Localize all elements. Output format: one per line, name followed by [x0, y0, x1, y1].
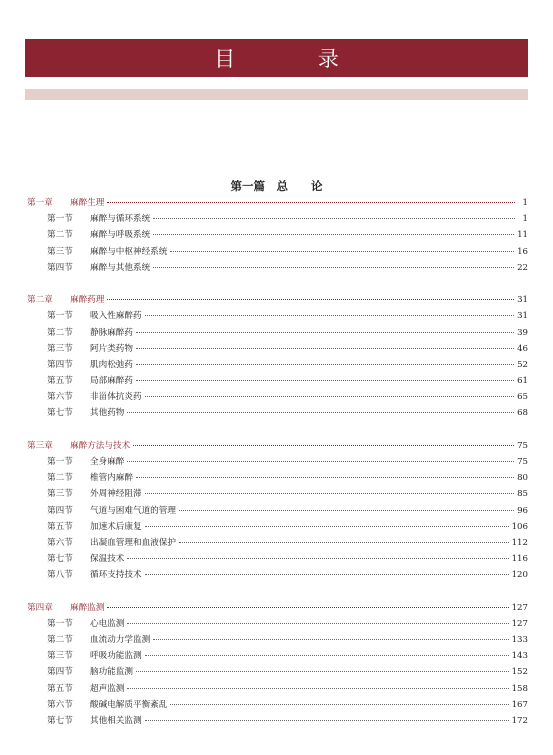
- section-number: 第一节: [47, 311, 73, 322]
- section-number: 第二节: [47, 635, 73, 646]
- toc-section-row[interactable]: [27, 616, 528, 632]
- toc-section-row[interactable]: [27, 697, 528, 713]
- section-title: 非甾体抗炎药: [90, 392, 142, 403]
- section-number: 第八节: [47, 570, 73, 581]
- section-title: 心电监测: [90, 618, 125, 629]
- page-number: 61: [517, 376, 528, 387]
- section-number: 第二节: [47, 327, 73, 338]
- section-title: 其他药物: [90, 408, 125, 419]
- toc-section-row[interactable]: [27, 632, 528, 648]
- section-number: 第五节: [47, 521, 73, 532]
- section-title: 循环支持技术: [90, 570, 142, 581]
- page-number: 143: [511, 651, 528, 662]
- section-title: 麻醉与中枢神经系统: [90, 246, 168, 257]
- toc-section-row[interactable]: [27, 503, 528, 519]
- dot-leader: [136, 380, 514, 381]
- page-number: 52: [517, 359, 528, 370]
- page-number: 68: [517, 408, 528, 419]
- section-number: 第六节: [47, 699, 73, 710]
- title-banner: [25, 39, 528, 77]
- toc-chapter-row[interactable]: [27, 438, 528, 454]
- section-title: 气道与困难气道的管理: [90, 505, 176, 516]
- dot-leader: [136, 364, 514, 365]
- dot-leader: [107, 202, 515, 203]
- page-number: 96: [517, 505, 528, 516]
- toc-section-row[interactable]: [27, 389, 528, 405]
- page-number: 65: [517, 392, 528, 403]
- section-title: 局部麻醉药: [90, 376, 133, 387]
- page-number: 127: [511, 602, 528, 613]
- dot-leader: [153, 218, 515, 219]
- page-number: 120: [511, 570, 528, 581]
- toc-section-row[interactable]: [27, 713, 528, 729]
- section-title: 麻醉与其他系统: [90, 262, 151, 273]
- part-title: 第一篇 总 论: [230, 179, 323, 193]
- dot-leader: [179, 542, 509, 543]
- section-number: 第四节: [47, 505, 73, 516]
- toc-section-row[interactable]: [27, 567, 528, 583]
- dot-leader: [127, 461, 514, 462]
- section-number: 第一节: [47, 457, 73, 467]
- dot-leader: [145, 396, 514, 397]
- section-number: 第六节: [47, 537, 73, 548]
- page-number: 39: [517, 327, 528, 338]
- section-title: 椎管内麻醉: [90, 473, 133, 484]
- section-number: 第七节: [47, 408, 73, 419]
- dot-leader: [133, 445, 514, 446]
- section-number: 第四节: [47, 359, 73, 370]
- dot-leader: [136, 332, 514, 333]
- section-number: 第四节: [47, 667, 73, 678]
- page-number: 112: [511, 537, 528, 548]
- dot-leader: [145, 574, 509, 575]
- dot-leader: [145, 655, 509, 656]
- section-number: 第七节: [47, 716, 73, 726]
- dot-leader: [127, 623, 508, 624]
- dot-leader: [170, 251, 514, 252]
- section-number: 第五节: [47, 683, 73, 694]
- dot-leader: [179, 510, 514, 511]
- section-number: 第三节: [47, 246, 73, 257]
- section-number: 第三节: [47, 489, 73, 500]
- dot-leader: [145, 315, 514, 316]
- section-title: 阿片类药物: [90, 343, 133, 354]
- toc-section-row[interactable]: [27, 227, 528, 243]
- section-title: 全身麻醉: [90, 457, 125, 467]
- chapter-title: 麻醉监测: [70, 602, 105, 613]
- toc-section-row[interactable]: [27, 664, 528, 680]
- section-title: 出凝血管理和血液保护: [90, 537, 176, 548]
- toc-section-row[interactable]: [27, 244, 528, 260]
- section-number: 第三节: [47, 343, 73, 354]
- page-number: 75: [517, 457, 528, 467]
- dot-leader: [145, 526, 509, 527]
- toc-section-row[interactable]: [27, 535, 528, 551]
- section-title: 肌肉松弛药: [90, 359, 133, 370]
- chapter-number: 第一章: [27, 198, 53, 208]
- section-title: 加速术后康复: [90, 521, 142, 532]
- section-title: 超声监测: [90, 683, 125, 694]
- toc-section-row[interactable]: [27, 470, 528, 486]
- page-number: 152: [511, 667, 528, 678]
- toc-section-row[interactable]: [27, 486, 528, 502]
- chapter-number: 第三章: [27, 440, 53, 451]
- section-number: 第七节: [47, 554, 73, 565]
- dot-leader: [136, 671, 509, 672]
- page-number: 172: [511, 716, 528, 726]
- section-title: 保温技术: [90, 554, 125, 565]
- toc-section-row[interactable]: [27, 648, 528, 664]
- toc-section-row[interactable]: [27, 454, 528, 470]
- toc-chapter-row[interactable]: [27, 292, 528, 308]
- section-number: 第六节: [47, 392, 73, 403]
- toc-section-row[interactable]: [27, 519, 528, 535]
- dot-leader: [127, 688, 508, 689]
- dot-leader: [127, 558, 508, 559]
- toc-section-row[interactable]: [27, 308, 528, 324]
- toc-chapter-row[interactable]: [27, 195, 528, 211]
- toc-section-row[interactable]: [27, 211, 528, 227]
- page-number: 31: [517, 295, 528, 306]
- page-number: 11: [517, 230, 528, 241]
- chapter-title: 麻醉生理: [70, 198, 105, 208]
- section-title: 麻醉与呼吸系统: [90, 230, 151, 241]
- section-title: 静脉麻醉药: [90, 327, 133, 338]
- section-title: 酸碱电解质平衡紊乱: [90, 699, 168, 710]
- toc-section-row[interactable]: [27, 551, 528, 567]
- chapter-title: 麻醉药理: [70, 295, 105, 306]
- toc-section-row[interactable]: [27, 405, 528, 421]
- section-number: 第二节: [47, 473, 73, 484]
- page-number: 167: [511, 699, 528, 710]
- page-number: 1: [522, 214, 528, 225]
- dot-leader: [136, 477, 514, 478]
- page-number: 158: [511, 683, 528, 694]
- section-number: 第一节: [47, 618, 73, 629]
- section-title: 呼吸功能监测: [90, 651, 142, 662]
- section-number: 第二节: [47, 230, 73, 241]
- page-number: 31: [517, 311, 528, 322]
- section-title: 脑功能监测: [90, 667, 133, 678]
- toc-section-row[interactable]: [27, 357, 528, 373]
- section-title: 麻醉与循环系统: [90, 214, 151, 225]
- decorative-band: [25, 89, 528, 100]
- dot-leader: [145, 493, 514, 494]
- chapter-number: 第二章: [27, 295, 53, 306]
- toc-section-row[interactable]: [27, 325, 528, 341]
- page-number: 116: [511, 554, 528, 565]
- chapter-number: 第四章: [27, 602, 53, 613]
- page-number: 85: [517, 489, 528, 500]
- toc-section-row[interactable]: [27, 260, 528, 276]
- page-number: 133: [511, 635, 528, 646]
- dot-leader: [107, 607, 508, 608]
- page-number: 46: [517, 343, 528, 354]
- page-number: 75: [517, 440, 528, 451]
- section-number: 第一节: [47, 214, 73, 225]
- dot-leader: [170, 704, 508, 705]
- dot-leader: [145, 720, 509, 721]
- page-number: 127: [511, 618, 528, 629]
- toc-chapter-row[interactable]: [27, 600, 528, 616]
- toc-section-row[interactable]: [27, 373, 528, 389]
- table-of-contents: [27, 195, 528, 729]
- section-title: 血流动力学监测: [90, 635, 151, 646]
- section-title: 吸入性麻醉药: [90, 311, 142, 322]
- section-number: 第三节: [47, 651, 73, 662]
- page-number: 1: [522, 198, 528, 208]
- toc-section-row[interactable]: [27, 341, 528, 357]
- page-number: 22: [517, 262, 528, 273]
- page-number: 80: [517, 473, 528, 484]
- page-title: 目 录: [214, 47, 377, 71]
- page-number: 106: [511, 521, 528, 532]
- section-title: 外周神经阻滞: [90, 489, 142, 500]
- section-number: 第四节: [47, 262, 73, 273]
- dot-leader: [153, 639, 508, 640]
- section-title: 其他相关监测: [90, 716, 142, 726]
- dot-leader: [107, 299, 514, 300]
- dot-leader: [127, 412, 514, 413]
- chapter-title: 麻醉方法与技术: [70, 440, 131, 451]
- dot-leader: [153, 267, 514, 268]
- toc-section-row[interactable]: [27, 681, 528, 697]
- dot-leader: [136, 348, 514, 349]
- dot-leader: [153, 234, 514, 235]
- page-number: 16: [517, 246, 528, 257]
- section-number: 第五节: [47, 376, 73, 387]
